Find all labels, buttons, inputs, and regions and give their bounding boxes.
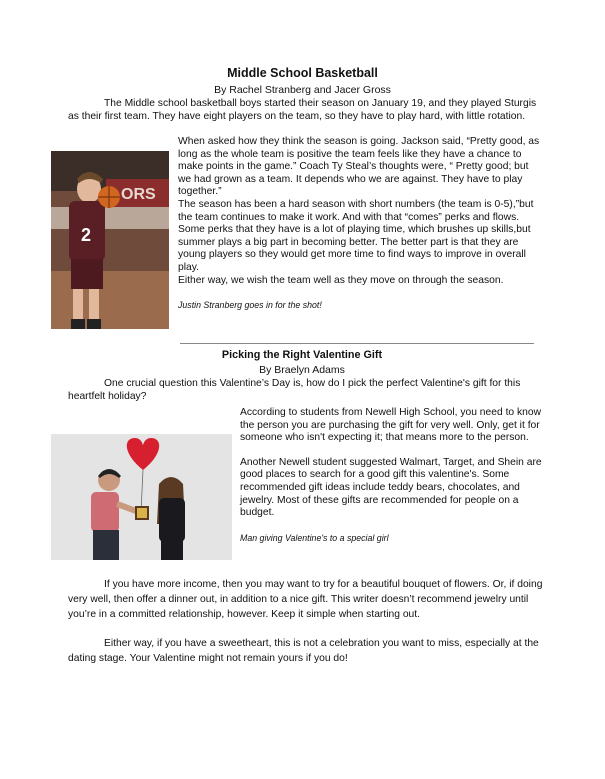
article-divider	[180, 343, 534, 344]
article1-caption: Justin Stranberg goes in for the shot!	[178, 300, 322, 311]
article2-caption: Man giving Valentine's to a special girl	[240, 532, 389, 543]
banner-text: ORS	[121, 186, 156, 203]
article2-byline: By Braelyn Adams	[259, 364, 345, 376]
article2-side	[240, 407, 542, 544]
article1-byline: By Rachel Stranberg and Jacer Gross	[214, 84, 391, 96]
valentine-photo	[51, 434, 232, 560]
article2-p5: Either way, if you have a sweetheart, this is not a celebration you want to miss, especially at the dating stage. Your Valentine might not remain yours if you do!	[68, 638, 539, 664]
article1-season: The season has been a hard season with short numbers (the team is 0-5),”but the team continues to make it work. And with that “comes” perks and flows. Some perks that they have is a lot of playing time, which brushes up skills,but summer plays a big part in becoming better. The better part is that they are young players so they would get more time to find ways to improve in overall play.	[178, 198, 534, 273]
article2-p4: If you have more income, then you may want to try for a beautiful bouquet of flowers. Or, if doing very well, then offer a dinner out, in addition to a nice gift. This writer doesn’t recommend jewelry until you’re in a committed relationship, however. Keep it simple when starting out.	[68, 579, 543, 620]
article2-title: Picking the Right Valentine Gift	[221, 349, 383, 361]
article2-p1: One crucial question this Valentine’s Day is, how do I pick the perfect Valentine's gift for this heartfelt holiday?	[68, 378, 521, 402]
svg-text:2: 2	[81, 225, 92, 245]
article2-p3: Another Newell student suggested Walmart, Target, and Shein are good places to search for a good gift this valentine's. Some recommended gift ideas include teddy bears, chocolates, and jewelry. Most of these gifts are recommended for people on a budget.	[240, 456, 542, 519]
article1-title: Middle School Basketball	[227, 66, 378, 80]
article1-intro: The Middle school basketball boys started their season on January 19, and they played Sturgis as their first team. They have eight players on the team, so they have to play hard, with little rotation.	[68, 98, 537, 122]
article2-p2: According to students from Newell High School, you need to know the person you are purchasing the gift for very well. Only, get it for someone who isn't expecting it; that means more to the person.	[240, 407, 542, 444]
basketball-photo	[51, 151, 169, 329]
article1-quote: When asked how they think the season is going. Jackson said, “Pretty good, as long as the whole team is positive the team feels like they have a chance to make points in the game.” Coach Ty Steal’s thoughts were, “ Pretty good; but we had grown as a team. It depends who we are against. They have to play together.”	[178, 136, 540, 198]
article1-closing: Either way, we wish the team well as they move on through the season.	[178, 274, 504, 286]
article1-body	[178, 136, 540, 312]
